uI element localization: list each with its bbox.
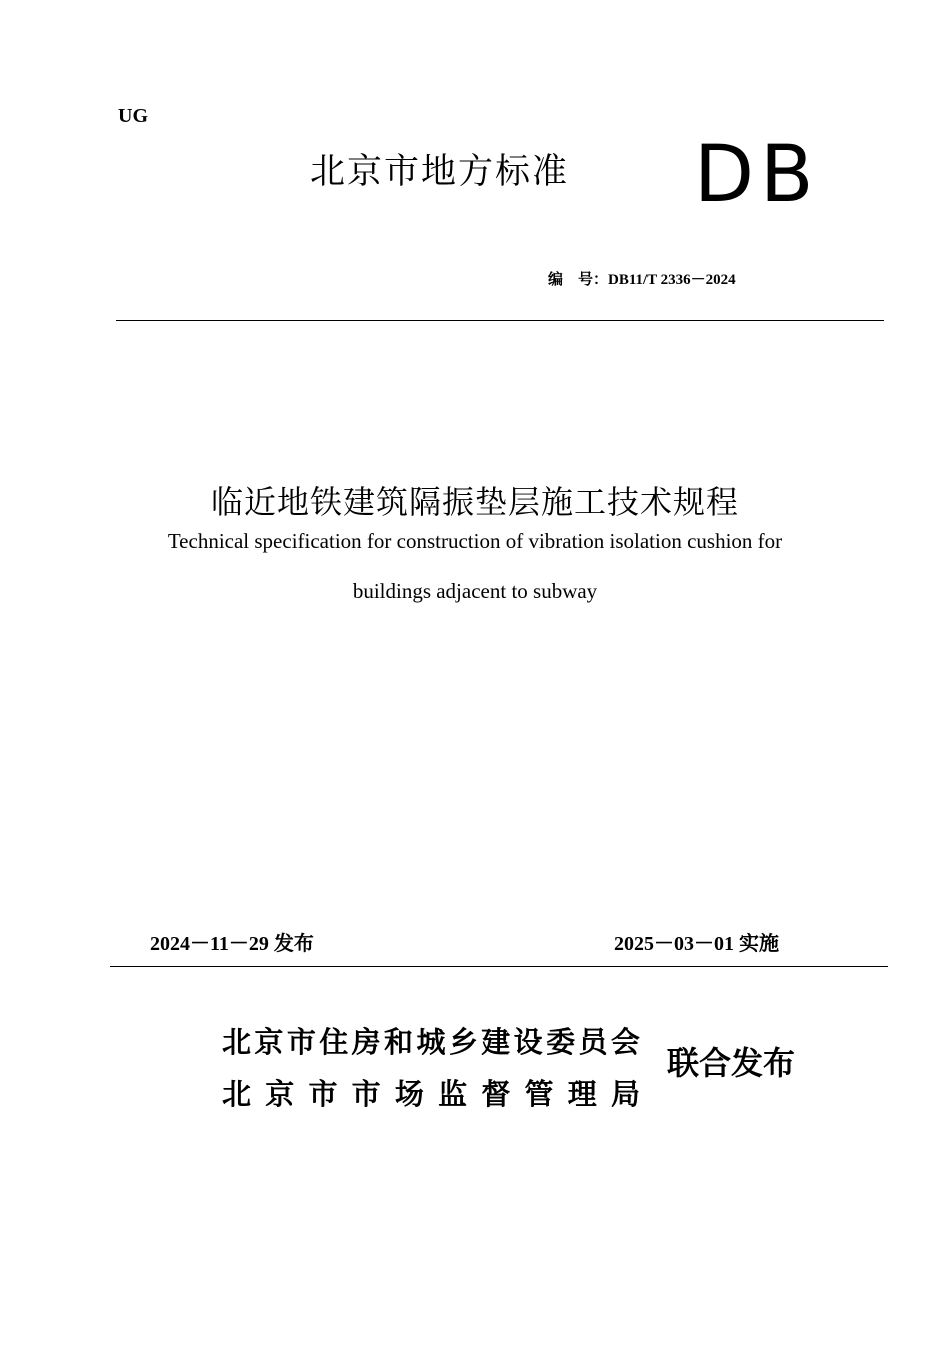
issuer-char: 北 [222, 1025, 252, 1059]
implementation-date: 2025－03－01 实施 [614, 933, 779, 955]
bottom-divider [110, 966, 888, 967]
issuer-char: 京 [254, 1025, 284, 1059]
issuer-char: 城 [416, 1025, 446, 1059]
issuer-char: 场 [394, 1077, 424, 1111]
issuer-char: 会 [610, 1025, 640, 1059]
issuer-char: 理 [567, 1077, 597, 1111]
issuer-char: 京 [265, 1077, 295, 1111]
issuer-char: 委 [546, 1025, 576, 1059]
issuer-char: 设 [513, 1025, 543, 1059]
standard-type-title: 北京市地方标准 [310, 152, 570, 192]
issuer-char: 乡 [448, 1025, 478, 1059]
top-divider [116, 320, 884, 321]
joint-release-label: 联合发布 [667, 1044, 796, 1082]
issuer-char: 北 [222, 1077, 252, 1111]
classification-code: UG [118, 105, 148, 127]
issuer-char: 局 [610, 1077, 640, 1111]
issuer-char: 房 [351, 1025, 381, 1059]
issuer-char: 监 [438, 1077, 468, 1111]
issuer-char: 建 [481, 1025, 511, 1059]
issue-date: 2024－11－29 发布 [150, 933, 314, 955]
issuer-char: 和 [384, 1025, 414, 1059]
issuer-housing-commission [222, 1020, 640, 1061]
issuer-char: 市 [286, 1025, 316, 1059]
issuer-char: 市 [351, 1077, 381, 1111]
standard-number: 编 号：DB11/T 2336－2024 [548, 272, 736, 288]
issuer-char: 管 [524, 1077, 554, 1111]
issuer-market-supervision [222, 1072, 640, 1113]
issuer-char: 督 [481, 1077, 511, 1111]
issuer-char: 住 [319, 1025, 349, 1059]
document-title-english-line1: Technical specification for construction of vibration isolation cushion for [167, 529, 783, 553]
issuer-char: 员 [578, 1025, 608, 1059]
issuer-char: 市 [308, 1077, 338, 1111]
standard-mark-db: DB [694, 130, 820, 220]
document-title-chinese: 临近地铁建筑隔振垫层施工技术规程 [210, 483, 739, 521]
document-title-english-line2: buildings adjacent to subway [352, 579, 598, 603]
